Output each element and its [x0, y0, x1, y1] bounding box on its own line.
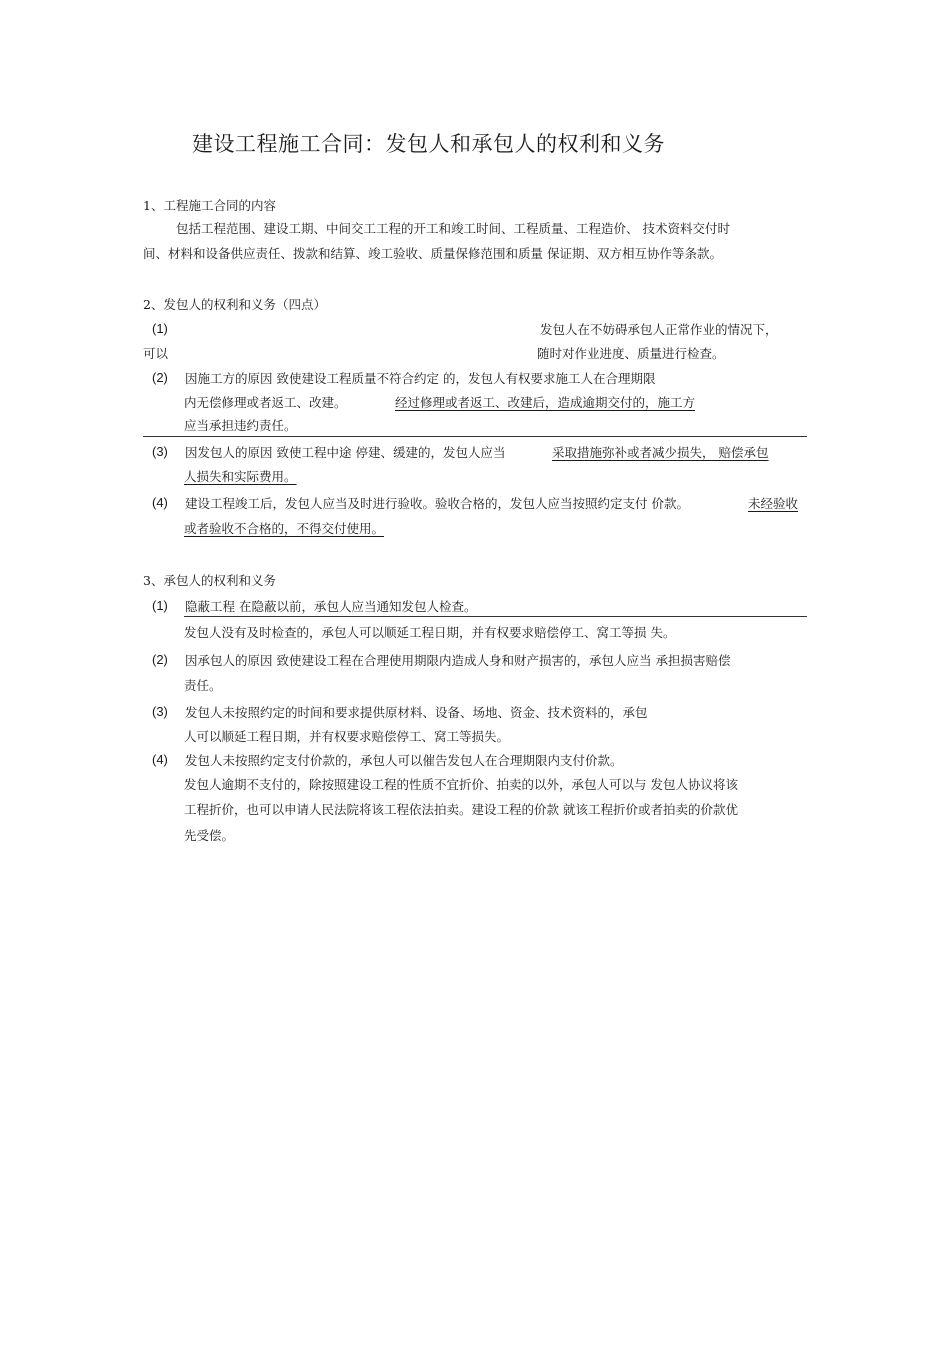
page-title: 建设工程施工合同：发包人和承包人的权利和义务: [192, 132, 665, 156]
s2-item-1-number: (1): [152, 321, 168, 336]
s2-item-1-text-left-2: 可以: [143, 346, 169, 361]
s2-item-2-line-1: 因施工方的原因 致使建设工程质量不符合约定 的，发包人有权要求施工人在合理期限: [185, 371, 656, 386]
section-1-paragraph-line-1: 包括工程范围、建设工期、中间交工工程的开工和竣工时间、工程质量、工程造价、 技术资料交付时: [176, 221, 730, 236]
s2-item-3-line-1a: 因发包人的原因 致使工程中途 停建、缓建的，发包人应当: [185, 445, 506, 460]
s2-item-3-line-2-underlined: 人损失和实际费用。: [184, 469, 297, 484]
s2-item-1-text-right-2: 随时对作业进度、质量进行检查。: [537, 346, 725, 361]
s3-item-3-line-1: 发包人未按照约定的时间和要求提供原材料、设备、场地、资金、技术资料的，承包: [185, 705, 648, 720]
s3-item-2-line-1: 因承包人的原因 致使建设工程在合理使用期限内造成人身和财产损害的，承包人应当 承担损害赔偿: [185, 653, 731, 668]
s2-item-3-number: (3): [152, 444, 168, 459]
s2-item-4-line-2-underlined: 或者验收不合格的，不得交付使用。: [184, 521, 385, 536]
s2-item-1-text-right-1: 发包人在不妨碍承包人正常作业的情况下，: [540, 322, 778, 337]
s2-item-4-number: (4): [152, 495, 168, 510]
s2-item-4-line-1b-underlined: 未经验收: [748, 496, 799, 511]
s3-item-4-line-2: 发包人逾期不支付的，除按照建设工程的性质不宜折价、拍卖的以外，承包人可以与 发包人协议将该: [184, 777, 738, 792]
s2-item-2-line-2a: 内无偿修理或者返工、改建。: [184, 395, 347, 410]
s3-item-3-number: (3): [152, 704, 168, 719]
s3-item-4-line-1: 发包人未按照约定支付价款的，承包人可以催告发包人在合理期限内支付价款。: [185, 753, 623, 768]
s3-item-4-number: (4): [152, 752, 168, 767]
s2-item-2-line-2b-underlined: 经过修理或者返工、改建后，造成逾期交付的，施工方: [395, 395, 696, 410]
s3-item-2-number: (2): [152, 652, 168, 667]
s2-item-4-line-1a: 建设工程竣工后，发包人应当及时进行验收。验收合格的，发包人应当按照约定支付 价款。: [185, 496, 689, 511]
section-2-heading: 2、发包人的权利和义务（四点）: [143, 297, 326, 312]
s2-item-2-line-3: 应当承担违约责任。: [184, 418, 297, 433]
s3-item-4-line-4: 先受偿。: [184, 828, 235, 843]
s3-item-1-line-2: 发包人没有及时检查的，承包人可以顺延工程日期，并有权要求赔偿停工、窝工等损 失。: [184, 625, 676, 640]
section-1-paragraph-line-2: 间、材料和设备供应责任、拨款和结算、竣工验收、质量保修范围和质量 保证期、双方相互协作等条款。: [143, 246, 722, 261]
horizontal-rule: [184, 616, 807, 617]
s3-item-1-number: (1): [152, 598, 168, 613]
s3-item-1-line-1: 隐蔽工程 在隐蔽以前，承包人应当通知发包人检查。: [185, 599, 477, 614]
horizontal-rule: [143, 436, 807, 437]
s3-item-3-line-2: 人可以顺延工程日期，并有权要求赔偿停工、窝工等损失。: [184, 729, 510, 744]
s3-item-2-line-2: 责任。: [184, 678, 222, 693]
s3-item-4-line-3: 工程折价，也可以申请人民法院将该工程依法拍卖。建设工程的价款 就该工程折价或者拍卖的价款优: [184, 802, 738, 817]
section-3-heading: 3、承包人的权利和义务: [143, 573, 276, 588]
s2-item-3-line-1b-underlined: 采取措施弥补或者减少损失， 赔偿承包: [552, 445, 769, 460]
s2-item-2-number: (2): [152, 370, 168, 385]
section-1-heading: 1、工程施工合同的内容: [143, 198, 276, 213]
